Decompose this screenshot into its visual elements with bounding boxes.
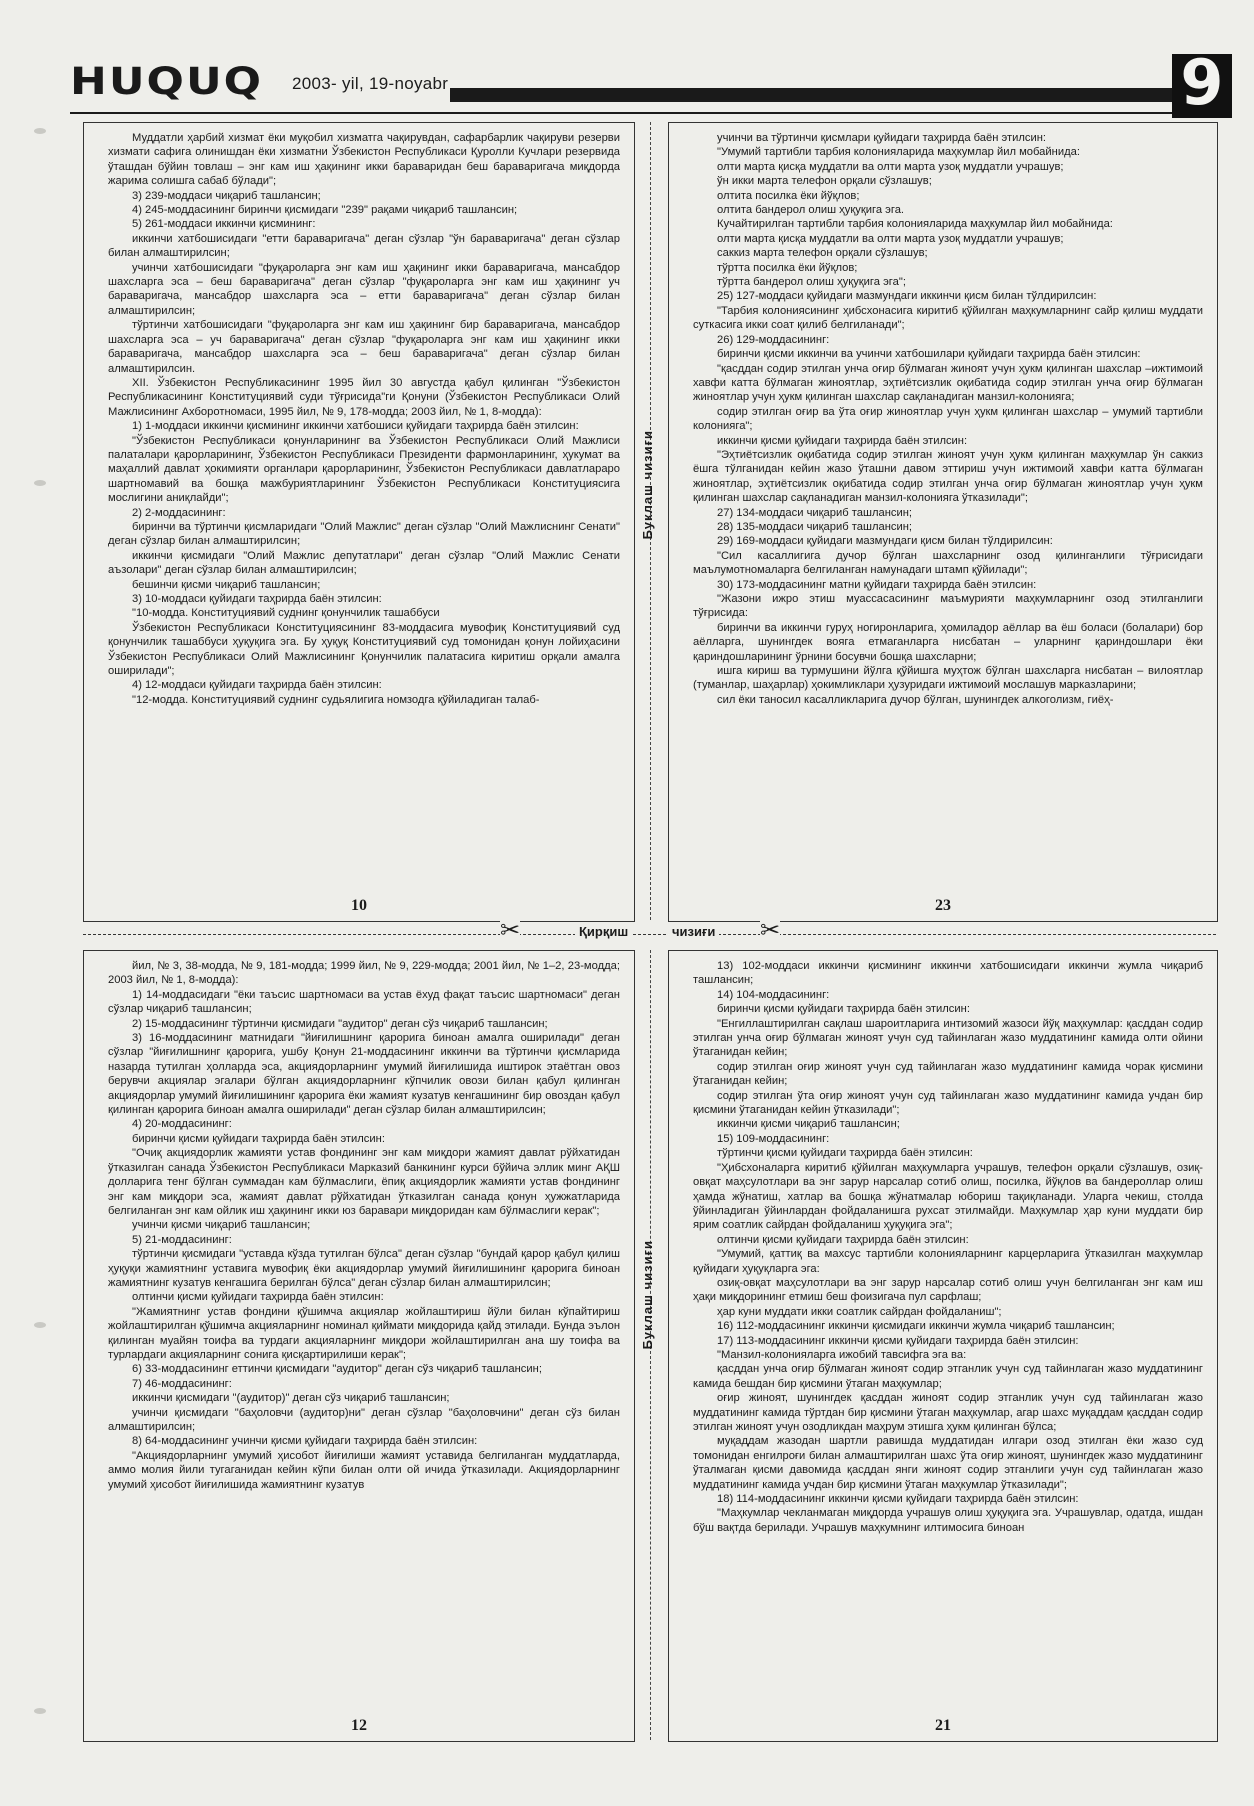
paragraph: 13) 102-моддаси иккинчи қисмининг иккинчи хатбошисидаги иккинчи жумла чиқариб ташлансин; bbox=[693, 960, 1203, 987]
paragraph: 17) 113-моддасининг иккинчи қисми қуйидаги таҳрирда баён этилсин: bbox=[717, 1334, 1079, 1347]
paragraph: содир этилган оғир ва ўта оғир жиноятлар учун ҳукм қилинган шахслар – умумий тартибли колонияга"; bbox=[693, 405, 1203, 433]
paragraph: "Маҳкумлар чекланмаган миқдорда учрашув олиш ҳуқуқига эга. Учрашувлар, одатда, ишдан бўш вақтда берилади. Учрашув маҳкумнинг илтимосига биноан bbox=[693, 1507, 1203, 1534]
masthead-thin-rule bbox=[70, 112, 1200, 114]
paragraph: 1) 1-моддаси иккинчи қисмининг иккинчи хатбошиси қуйидаги таҳрирда баён этилсин: bbox=[132, 420, 579, 433]
panel-top-left bbox=[83, 122, 635, 922]
paragraph: содир этилган ўта оғир жиноят учун суд тайинлаган жазо муддатининг камида учдан бир қисмини ўтаганидан кейин ўтказилади"; bbox=[693, 1089, 1203, 1117]
paragraph: олтинчи қисми қуйидаги таҳрирда баён этилсин: bbox=[717, 1233, 969, 1246]
paragraph: муқаддам жазодан шартли равишда муддатидан илгари озод этилган ёки жазо суд томонидан енгилроғи билан алмаштирилган шахс ўта оғир жиноят, шунингдек жазо муддатининг ўталмаган қисми давомида қасддан янги жиноят содир этганлиги учун суд тайинлаган жазо муддатининг камида учдан бир қисмини ўтаган маҳкумлар ўтказилади"; bbox=[693, 1435, 1203, 1491]
paragraph: 16) 112-моддасининг иккинчи қисмидаги иккинчи жумла чиқариб ташлансин; bbox=[717, 1320, 1115, 1333]
paragraph: иккинчи қисми қуйидаги таҳрирда баён этилсин: bbox=[717, 434, 968, 447]
paragraph: бешинчи қисми чиқариб ташлансин; bbox=[132, 578, 321, 591]
paragraph: олтита бандерол олиш ҳуқуқига эга. bbox=[717, 204, 905, 217]
paragraph: "Ҳибсхоналарга киритиб қўйилган маҳкумларга учрашув, телефон орқали сўзлашув, озиқ-овқат маҳсулотлари ва энг зарур нарсалар сотиб олиш, посилка, йўқлов ва бандероллар олиш ҳамда жўнатиш, хатлар ва бошқа жўнатмалар юбориш тақиқланади. Уларга чекиш, столда ўйинладиган ўйинлардан фойдаланишга рухсат этилмайди. Маҳкумлар ҳар куни муддати бир ярим соатлик сайрдан фойдаланиш ҳуқуқига эга"; bbox=[693, 1161, 1203, 1232]
paragraph: 4) 245-моддасининг биринчи қисмидаги "239" рақами чиқариб ташлансин; bbox=[132, 204, 518, 217]
paragraph: 30) 173-моддасининг матни қуйидаги таҳрирда баён этилсин: bbox=[717, 578, 1037, 591]
paragraph: 8) 64-моддасининг учинчи қисми қуйидаги таҳрирда баён этилсин: bbox=[132, 1435, 478, 1448]
paragraph: учинчи қисми чиқариб ташлансин; bbox=[132, 1219, 311, 1232]
panel-body bbox=[693, 131, 1203, 707]
paragraph: 18) 114-моддасининг иккинчи қисми қуйидаги таҳрирда баён этилсин: bbox=[717, 1493, 1079, 1506]
paragraph: "Жамиятнинг устав фондини қўшимча акциялар жойлаштириш йўли билан кўпайтириш жойлаштирилган қўшимча акцияларнинг номинал қиймати миқдорида қайд этилади. Бунда эълон қилинган муайян тоифа ва турдаги акцияларнинг миқдори жойлаштирилган ана шу тоифа ва турлардаги акцияларнинг сонига қисқартирилиши керак"; bbox=[108, 1305, 620, 1361]
paragraph: учинчи хатбошисидаги "фуқароларга энг кам иш ҳақининг икки бараваригача, мансабдор шахсларга эса – беш бараваригача" деган сўзлар "фуқароларга энг кам иш ҳақининг уч бараваригача, мансабдор шахсларга эса – етти бараваригача" деган сўзлар билан алмаштирилсин; bbox=[108, 261, 620, 317]
paragraph: биринчи қисми қуйидаги таҳрирда баён этилсин: bbox=[717, 1003, 970, 1016]
cut-line-label-left: Қирқиш bbox=[575, 924, 632, 939]
paragraph: "Умумий, қаттиқ ва махсус тартибли колонияларнинг карцерларига ўтказилган маҳкумлар қуйидаги ҳуқуқларга эга: bbox=[693, 1248, 1203, 1275]
paragraph: Муддатли ҳарбий хизмат ёки муқобил хизматга чақирувдан, сафарбарлик чақируви резерви хизмати сафига олинишдан ёки хизматни Ўзбекистон Республикаси Қуролли Кучлари резервида ўташдан бўйин товлаш – энг кам иш ҳақининг икки бараваридан беш бараваригача миқдорда жарима солишга сабаб бўлади"; bbox=[108, 132, 620, 188]
paragraph: саккиз марта телефон орқали сўзлашув; bbox=[717, 247, 928, 260]
paragraph: 2) 15-моддасининг тўртинчи қисмидаги "аудитор" деган сўз чиқариб ташлансин; bbox=[132, 1017, 548, 1030]
folio-number: 12 bbox=[351, 1717, 367, 1734]
paragraph: "Енгиллаштирилган сақлаш шароитларига интизомий жазоси йўқ маҳкумлар: қасддан содир этилган унча оғир бўлмаган жиноят учун суд тайинлаган жазо муддатининг камида олти ойини ўтаганидан кейин; bbox=[693, 1017, 1203, 1059]
fold-line-label: Буклаш чизиғи bbox=[640, 1240, 655, 1350]
paragraph: тўртинчи хатбошисидаги "фуқароларга энг кам иш ҳақининг бир бараваригача, мансабдор шахсларга эса – уч бараваригача" деган сўзлар "фуқароларга энг кам иш ҳақининг икки бараваригача, мансабдор шахсларга эса – беш бараваригача" деган сўзлар билан алмаштирилсин. bbox=[108, 319, 620, 375]
paragraph: Ўзбекистон Республикаси Конституциясининг 83-моддасига мувофиқ Конституциявий суд қонунчилик ташаббуси ҳуқуқига эга. Бу ҳуқуқ Конституциявий суд томонидан қонун лойиҳасини Ўзбекистон Республикаси Олий Мажлисининг Қонунчилик палатасига киритиш орқали амалга оширилади"; bbox=[108, 621, 620, 678]
paragraph: қасддан унча оғир бўлмаган жиноят содир этганлик учун суд тайинлаган жазо муддатининг камида бешдан бир қисмини ўтаган маҳкумлар; bbox=[693, 1363, 1203, 1390]
paragraph: олтита посилка ёки йўқлов; bbox=[717, 189, 860, 202]
paragraph: сил ёки таносил касалликларига дучор бўлган, шунингдек алкоголизм, гиёҳ- bbox=[717, 693, 1114, 706]
paragraph: 2) 2-моддасининг: bbox=[132, 506, 226, 519]
paragraph: 28) 135-моддаси чиқариб ташлансин; bbox=[717, 520, 912, 533]
panel-bottom-right bbox=[668, 950, 1218, 1742]
paragraph: ўн икки марта телефон орқали сўзлашув; bbox=[717, 175, 932, 188]
panel-bottom-left bbox=[83, 950, 635, 1742]
paragraph: 7) 46-моддасининг: bbox=[132, 1377, 232, 1390]
masthead bbox=[0, 0, 1254, 125]
paragraph: 26) 129-моддасининг: bbox=[717, 333, 830, 346]
paragraph: олти марта қисқа муддатли ва олти марта узоқ муддатли учрашув; bbox=[717, 232, 1064, 245]
paragraph: 27) 134-моддаси чиқариб ташлансин; bbox=[717, 506, 912, 519]
paragraph: 4) 20-моддасининг: bbox=[132, 1118, 232, 1131]
cut-line bbox=[83, 934, 1216, 935]
paragraph: Кучайтирилган тартибли тарбия колонияларида маҳкумлар йил мобайнида: bbox=[717, 218, 1113, 231]
paragraph: XII. Ўзбекистон Республикасининг 1995 йил 30 августда қабул қилинган "Ўзбекистон Республикасининг Конституциявий суди тўғрисида"ги Қонуни (Ўзбекистон Республикаси Олий Мажлисининг Ахборотномаси, 1995 йил, № 9, 178-модда; 2003 йил, № 1, 8-модда): bbox=[108, 376, 620, 418]
cut-line-label-right: чизиғи bbox=[668, 924, 719, 939]
paragraph: "12-модда. Конституциявий суднинг судьялигига номзодга қўйиладиган талаб- bbox=[132, 693, 540, 706]
paragraph: иккинчи қисмидаги "(аудитор)" деган сўз чиқариб ташлансин; bbox=[132, 1392, 450, 1405]
paragraph: 25) 127-моддаси қуйидаги мазмундаги иккинчи қисм билан тўлдирилсин: bbox=[717, 290, 1097, 303]
paragraph: "Сил касаллигига дучор бўлган шахсларнинг озод қилинганлиги тўғрисидаги маълумотномаларга белгиланган намунадаги штамп қўйилади"; bbox=[693, 549, 1203, 577]
paragraph: "Умумий тартибли тарбия колонияларида маҳкумлар йил мобайнида: bbox=[717, 146, 1080, 159]
paragraph: содир этилган оғир жиноят учун суд тайинлаган жазо муддатининг камида чорак қисмини ўтаганидан кейин; bbox=[693, 1060, 1203, 1088]
paragraph: оғир жиноят, шунингдек қасддан жиноят содир этганлик учун суд тайинлаган жазо муддатининг камида тўртдан бир қисмини ўтаган маҳкумлар, агар шахс муқаддам қасддан содир этилган жиноят учун озодликдан маҳрум этишга ҳукм қилинган бўлса; bbox=[693, 1392, 1203, 1433]
panel-body bbox=[108, 959, 620, 1492]
paragraph: олти марта қисқа муддатли ва олти марта узоқ муддатли учрашув; bbox=[717, 160, 1064, 173]
fold-line-label: Буклаш чизиғи bbox=[640, 430, 655, 540]
folio-number: 21 bbox=[935, 1717, 951, 1734]
paragraph: "Тарбия колониясининг ҳибсхонасига киритиб қўйилган маҳкумларнинг сайр қилиш муддати суткасига икки соат қилиб белгиланади"; bbox=[693, 304, 1203, 332]
paragraph: 5) 261-моддаси иккинчи қисмининг: bbox=[132, 218, 316, 231]
paragraph: "Очиқ акциядорлик жамияти устав фондининг энг кам миқдори жамият давлат рўйхатидан ўтказилган санада Ўзбекистон Республикаси Марказий банкининг курси бўйича эллик минг АҚШ долларига тенг бўлган суммадан кам бўлмаслиги, ёпиқ акциядорлик жамияти устав фондининг энг кам миқдори эса, жамият давлат рўйхатидан ўтказилган санада қонун ҳужжатларида белгиланган энг кам ойлик иш ҳақининг икки юз баравари миқдоридан кам бўлмаслиги керак"; bbox=[108, 1147, 620, 1217]
paragraph: биринчи ва иккинчи гуруҳ ногиронларига, ҳомиладор аёллар ва ёш боласи (болалари) бор аёлларга, шунингдек вояга етмаганларга нисбатан – уларнинг қариндошлари ёки қариндошларининг ўрнини босувчи бошқа шахсларни; bbox=[693, 621, 1203, 663]
page-number: 9 bbox=[1180, 46, 1224, 119]
paragraph: иккинчи қисми чиқариб ташлансин; bbox=[717, 1118, 900, 1131]
paragraph: учинчи ва тўртинчи қисмлари қуйидаги таҳрирда баён этилсин: bbox=[717, 132, 1047, 144]
paragraph: биринчи қисми иккинчи ва учинчи хатбошилари қуйидаги таҳрирда баён этилсин: bbox=[717, 348, 1141, 361]
panel-body bbox=[693, 959, 1203, 1535]
paragraph: "Жазони ижро этиш муассасасининг маъмурияти маҳкумларнинг озод этилганлиги тўғрисида: bbox=[693, 593, 1203, 620]
paragraph: озиқ-овқат маҳсулотлари ва энг зарур нарсалар сотиб олиш учун белгиланган энг кам иш ҳақи миқдорининг етмиш беш фоизигача пул сарфлаш; bbox=[693, 1276, 1203, 1304]
newspaper-logo: HUQUQ bbox=[70, 59, 264, 104]
folio-number: 23 bbox=[935, 897, 951, 914]
paragraph: ҳар куни муддати икки соатлик сайрдан фойдаланиш"; bbox=[717, 1305, 1002, 1318]
panel-body bbox=[108, 131, 620, 707]
paragraph: тўртинчи қисми қуйидаги таҳрирда баён этилсин: bbox=[717, 1147, 973, 1160]
paragraph: 15) 109-моддасининг: bbox=[717, 1132, 830, 1145]
paragraph: иккинчи хатбошисидаги "етти бараваригача" деган сўзлар "ўн бараваригача" деган сўзлар билан алмаштирилсин; bbox=[108, 232, 620, 260]
paragraph: учинчи қисмидаги "баҳоловчи (аудитор)ни" деган сўзлар "баҳоловчини" деган сўз билан алмаштирилсин; bbox=[108, 1406, 620, 1433]
paragraph: биринчи қисми қуйидаги таҳрирда баён этилсин: bbox=[132, 1132, 385, 1145]
paragraph: ишга кириш ва турмушини йўлга қўйишга муҳтож бўлган шахсларга нисбатан – вилоятлар (туманлар, шаҳарлар) ҳокимликлари ҳузуридаги ижтимоий мослашув марказларини; bbox=[693, 665, 1203, 692]
paragraph: "қасддан содир этилган унча оғир бўлмаган жиноят учун ҳукм қилинган шахслар –ижтимоий хавфи катта бўлмаган жиноятлар, эҳтиётсизлик оқибатида содир этилган унча оғир бўлмаган жиноятлар учун ҳукм қилинган шахслар сақланадиган манзил-колонияга; bbox=[693, 362, 1203, 404]
paragraph: 3) 16-моддасининг матнидаги "йиғилишнинг қарорига биноан амалга оширилади" деган сўзлар "йиғилишнинг қарорига, ушбу Қонун 21-моддасининг иккинчи ва тўртинчи қисмларида назарда тутилган ҳолларда эса, акциядорларнинг умумий йиғилишида иштирок этаётган овоз берувчи акциялар эгалари бўлган акциядорларнинг кўпчилик овози билан қабул қилинган акциядорлар умумий йиғилишининг қарорига ёки жамият кузатув кенгашининг бир овоздан қабул қилинган қарорига биноан амалга оширилади" деган сўзлар билан алмаштирилсин; bbox=[108, 1032, 620, 1117]
issue-date: 2003- yil, 19-noyabr bbox=[292, 74, 449, 93]
paragraph: 4) 12-моддаси қуйидаги таҳрирда баён этилсин: bbox=[132, 679, 382, 692]
paragraph: 5) 21-моддасининг: bbox=[132, 1233, 232, 1246]
paragraph: тўртинчи қисмидаги "уставда кўзда тутилган бўлса" деган сўзлар "бундай қарор қабул қилиш ҳуқуқи жамиятнинг уставига мувофиқ ёки акциядорлар умумий йиғилишининг қарорига биноан жамиятнинг кузатув кенгашига берилган бўлса" деган сўзлар билан алмаштирилсин; bbox=[108, 1248, 620, 1289]
paragraph: "10-модда. Конституциявий суднинг қонунчилик ташаббуси bbox=[132, 607, 440, 620]
paragraph: йил, № 3, 38-модда, № 9, 181-модда; 1999 йил, № 9, 229-модда; 2001 йил, № 1–2, 23-модда; 2003 йил, № 1, 8-модда): bbox=[108, 960, 620, 987]
paragraph: биринчи ва тўртинчи қисмларидаги "Олий Мажлис" деган сўзлар "Олий Мажлиснинг Сенати" деган сўзлар билан алмаштирилсин; bbox=[108, 520, 620, 548]
paragraph: "Ўзбекистон Республикаси қонунларининг ва Ўзбекистон Республикаси Олий Мажлиси палаталари қарорларининг, Ўзбекистон Республикаси Президенти фармонларининг, ҳукумат ва маҳаллий давлат ҳокимияти органлари қарорларининг, Ўзбекистон Республикаси давлатлараро шартномавий ва бошқа мажбуриятларининг Ўзбекистон Республикаси Конституциясига мослигини аниқлайди"; bbox=[108, 434, 620, 505]
paragraph: "Эҳтиётсизлик оқибатида содир этилган жиноят учун ҳукм қилинган маҳкумлар ўн саккиз ёшга тўлганидан кейин жазо ўташни давом эттириш учун ижтимоий хавфи катта бўлмаган жиноятлар, эҳтиётсизлик оқибатида содир этилган унча оғир бўлмаган жиноятлар учун ҳукм қилинган шахслар сақланадиган манзил-колонияга ўтказилади"; bbox=[693, 448, 1203, 505]
paragraph: "Акциядорларнинг умумий ҳисобот йиғилиши жамият уставида белгиланган муддатларда, аммо молия йили тугаганидан кейин кўпи билан олти ой ичида ўтказилади. Акциядорларнинг умумий ҳисобот йиғилишида жамиятнинг кузатув bbox=[108, 1449, 620, 1491]
panel-top-right bbox=[668, 122, 1218, 922]
paragraph: 6) 33-моддасининг еттинчи қисмидаги "аудитор" деган сўз чиқариб ташлансин; bbox=[132, 1363, 542, 1376]
paragraph: 29) 169-моддаси қуйидаги мазмундаги қисм билан тўлдирилсин: bbox=[717, 535, 1053, 548]
paragraph: 3) 10-моддаси қуйидаги таҳрирда баён этилсин: bbox=[132, 593, 382, 605]
paragraph: 1) 14-моддасидаги "ёки таъсис шартномаси ва устав ёхуд фақат таъсис шартномаси" деган сўзлар чиқариб ташлансин; bbox=[108, 988, 620, 1016]
folio-number: 10 bbox=[351, 897, 367, 914]
masthead-rule bbox=[450, 88, 1180, 102]
paragraph: олтинчи қисми қуйидаги таҳрирда баён этилсин: bbox=[132, 1291, 384, 1304]
scissors-icon: ✂ bbox=[760, 917, 781, 944]
paragraph: "Манзил-колонияларга ижобий тавсифга эга ва: bbox=[717, 1348, 967, 1361]
paragraph: тўртта бандерол олиш ҳуқуқига эга"; bbox=[717, 276, 906, 289]
paragraph: тўртта посилка ёки йўқлов; bbox=[717, 261, 858, 274]
scissors-icon: ✂ bbox=[500, 917, 521, 944]
paragraph: 3) 239-моддаси чиқариб ташлансин; bbox=[132, 189, 321, 202]
paragraph: 14) 104-моддасининг: bbox=[717, 988, 830, 1001]
paragraph: иккинчи қисмидаги "Олий Мажлис депутатлари" деган сўзлар "Олий Мажлис Сенати аъзолари" деган сўзлар билан алмаштирилсин; bbox=[108, 549, 620, 577]
